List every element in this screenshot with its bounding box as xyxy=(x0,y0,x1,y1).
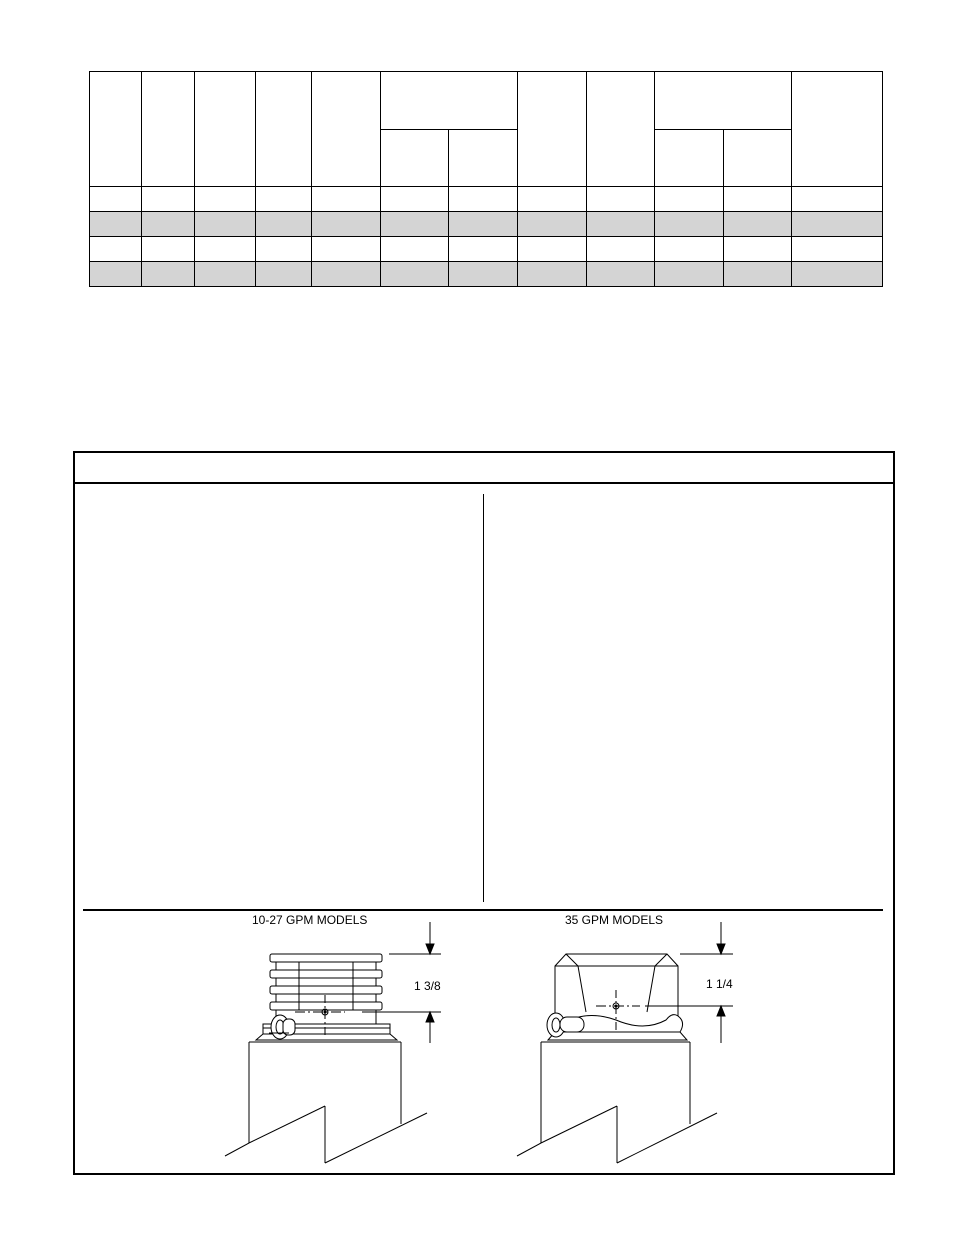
right-tank-outline xyxy=(517,1042,717,1163)
left-dimension-label: 1 3/8 xyxy=(414,979,441,993)
small-valve-drawing xyxy=(225,913,441,1163)
right-dimension-callout xyxy=(645,922,733,1043)
left-dimension-callout xyxy=(362,922,441,1043)
large-valve-drawing xyxy=(517,913,733,1163)
left-tank-outline xyxy=(225,1042,427,1163)
right-dimension-label: 1 1/4 xyxy=(706,977,733,991)
left-valve-fins xyxy=(270,954,382,1024)
right-figure-caption: 35 GPM MODELS xyxy=(565,913,664,927)
left-inlet-fitting xyxy=(269,1015,295,1039)
left-figure-caption: 10-27 GPM MODELS xyxy=(252,913,368,927)
